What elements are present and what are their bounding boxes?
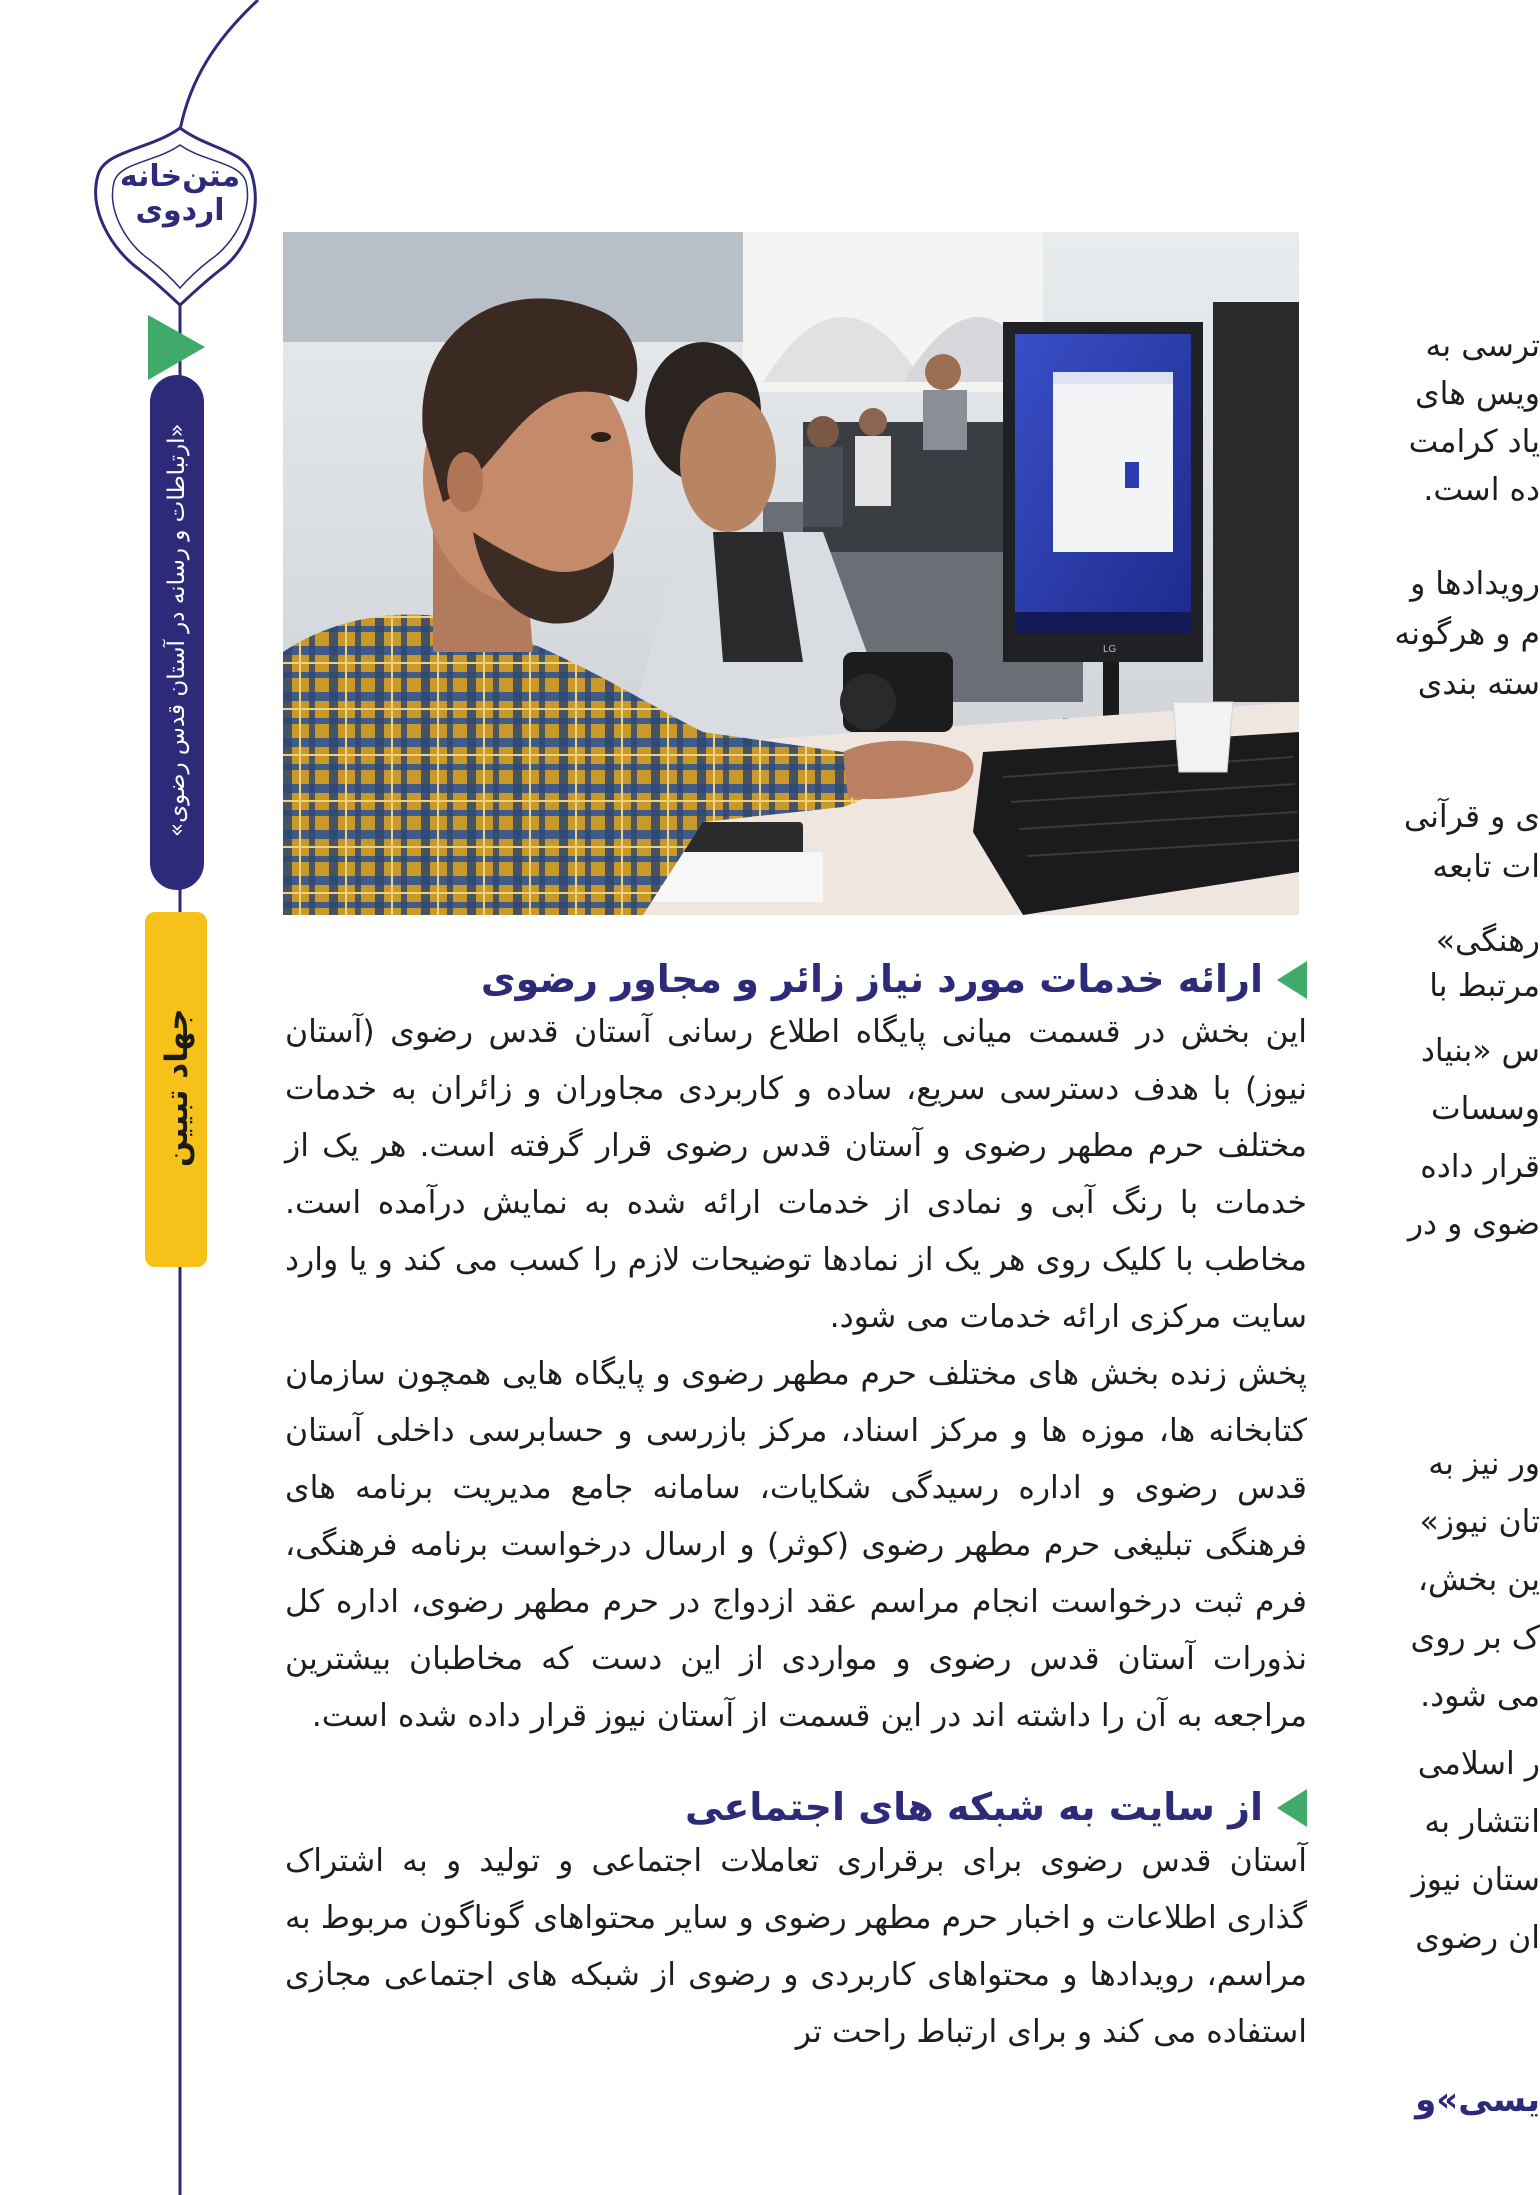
heading-arrow-icon [1277, 1789, 1307, 1827]
series-title: «ارتباطات و رسانه در آستان قدس رضوی» [164, 423, 190, 837]
text-fragment: م و هرگونه [1394, 616, 1540, 652]
article-column [285, 955, 1307, 2061]
photo-illustration [283, 232, 1299, 915]
text-fragment: مرتبط با [1429, 968, 1540, 1004]
text-fragment: تان نیوز» [1419, 1504, 1540, 1540]
heading-fragment: یسی»و [1415, 2080, 1540, 2120]
text-fragment: می شود. [1420, 1678, 1540, 1714]
text-fragment: ده است. [1423, 472, 1540, 508]
green-triangle-icon [148, 315, 205, 380]
text-fragment: ضوی و در [1407, 1206, 1540, 1242]
text-fragment: ی و قرآنی [1403, 799, 1540, 835]
top-curve-line [180, 0, 258, 130]
text-fragment: ور نیز به [1428, 1446, 1540, 1482]
heading-text: از سایت به شبکه های اجتماعی [684, 1785, 1263, 1830]
text-fragment: س «بنیاد [1420, 1033, 1540, 1069]
text-fragment: قرار داده [1420, 1149, 1540, 1185]
text-fragment: ر اسلامی [1417, 1746, 1540, 1782]
paragraph: پخش زنده بخش های مختلف حرم مطهر رضوی و پایگاه هایی همچون سازمان کتابخانه ها، موزه ها و مرکز اسناد، مرکز بازرسی و حسابرسی داخلی آستان قدس رضوی و اداره رسیدگی شکایات، سامانه جامع مدیریت برنامه های فرهنگی تبلیغی حرم مطهر رضوی (کوثر) و ارسال درخواست برنامه فرهنگی، فرم ثبت درخواست انجام مراسم عقد ازدواج در حرم مطهر رضوی، اداره کل نذورات آستان قدس رضوی و مواردی از این دست که مخاطبان بیشترین مراجعه به آن را داشته اند در این قسمت از آستان نیوز قرار داده شده است. [285, 1356, 1307, 1735]
text-fragment: ستان نیوز [1411, 1862, 1540, 1898]
text-fragment: رویدادها و [1410, 566, 1540, 602]
text-fragment: یاد کرامت [1408, 424, 1540, 460]
section-label: جهاد تبیین [159, 1008, 195, 1168]
heading-text: ارائه خدمات مورد نیاز زائر و مجاور رضوی [480, 957, 1263, 1001]
section-heading-services [285, 955, 1307, 1004]
text-fragment: انتشار به [1424, 1804, 1540, 1840]
text-fragment: رهنگی» [1435, 923, 1540, 959]
text-fragment: وسسات [1431, 1091, 1540, 1127]
paragraph: این بخش در قسمت میانی پایگاه اطلاع رسانی آستان قدس رضوی (آستان نیوز) با هدف دسترسی سریع، ساده و کاربردی مجاوران و زائران به خدمات مختلف حرم مطهر رضوی و آستان قدس رضوی قرار گرفته است. هر یک از خدمات با رنگ آبی و نمادی از خدمات ارائه شده به نمایش درآمده است. مخاطب با کلیک روی هر یک از نمادها توضیحات لازم را کسب می کند و یا وارد سایت مرکزی ارائه خدمات می شود. [285, 1014, 1307, 1336]
text-fragment: ویس های [1414, 376, 1540, 412]
text-fragment: ک بر روی [1410, 1620, 1540, 1656]
text-fragment: ات تابعه [1432, 849, 1540, 885]
section-heading-social [285, 1783, 1307, 1832]
logo-text: متن‌خانه اردوی [119, 159, 241, 228]
margin-decoration [0, 0, 260, 2195]
paragraph: آستان قدس رضوی برای برقراری تعاملات اجتماعی و تولید و به اشتراک گذاری اطلاعات و اخبار حرم مطهر رضوی و سایر محتواهای گوناگون مربوط به مراسم، رویدادها و محتواهای کاربردی و رضوی از شبکه های اجتماعی مجازی استفاده می کند و برای ارتباط راحت تر [285, 1842, 1307, 2050]
newsroom-photo [283, 232, 1299, 915]
monitor-brand: LG [1103, 644, 1117, 655]
text-fragment: ین بخش، [1417, 1562, 1540, 1598]
text-fragment: ان رضوی [1415, 1920, 1540, 1956]
text-fragment: ترسی به [1425, 328, 1540, 364]
text-fragment: سته بندی [1417, 666, 1540, 702]
heading-arrow-icon [1277, 961, 1307, 999]
